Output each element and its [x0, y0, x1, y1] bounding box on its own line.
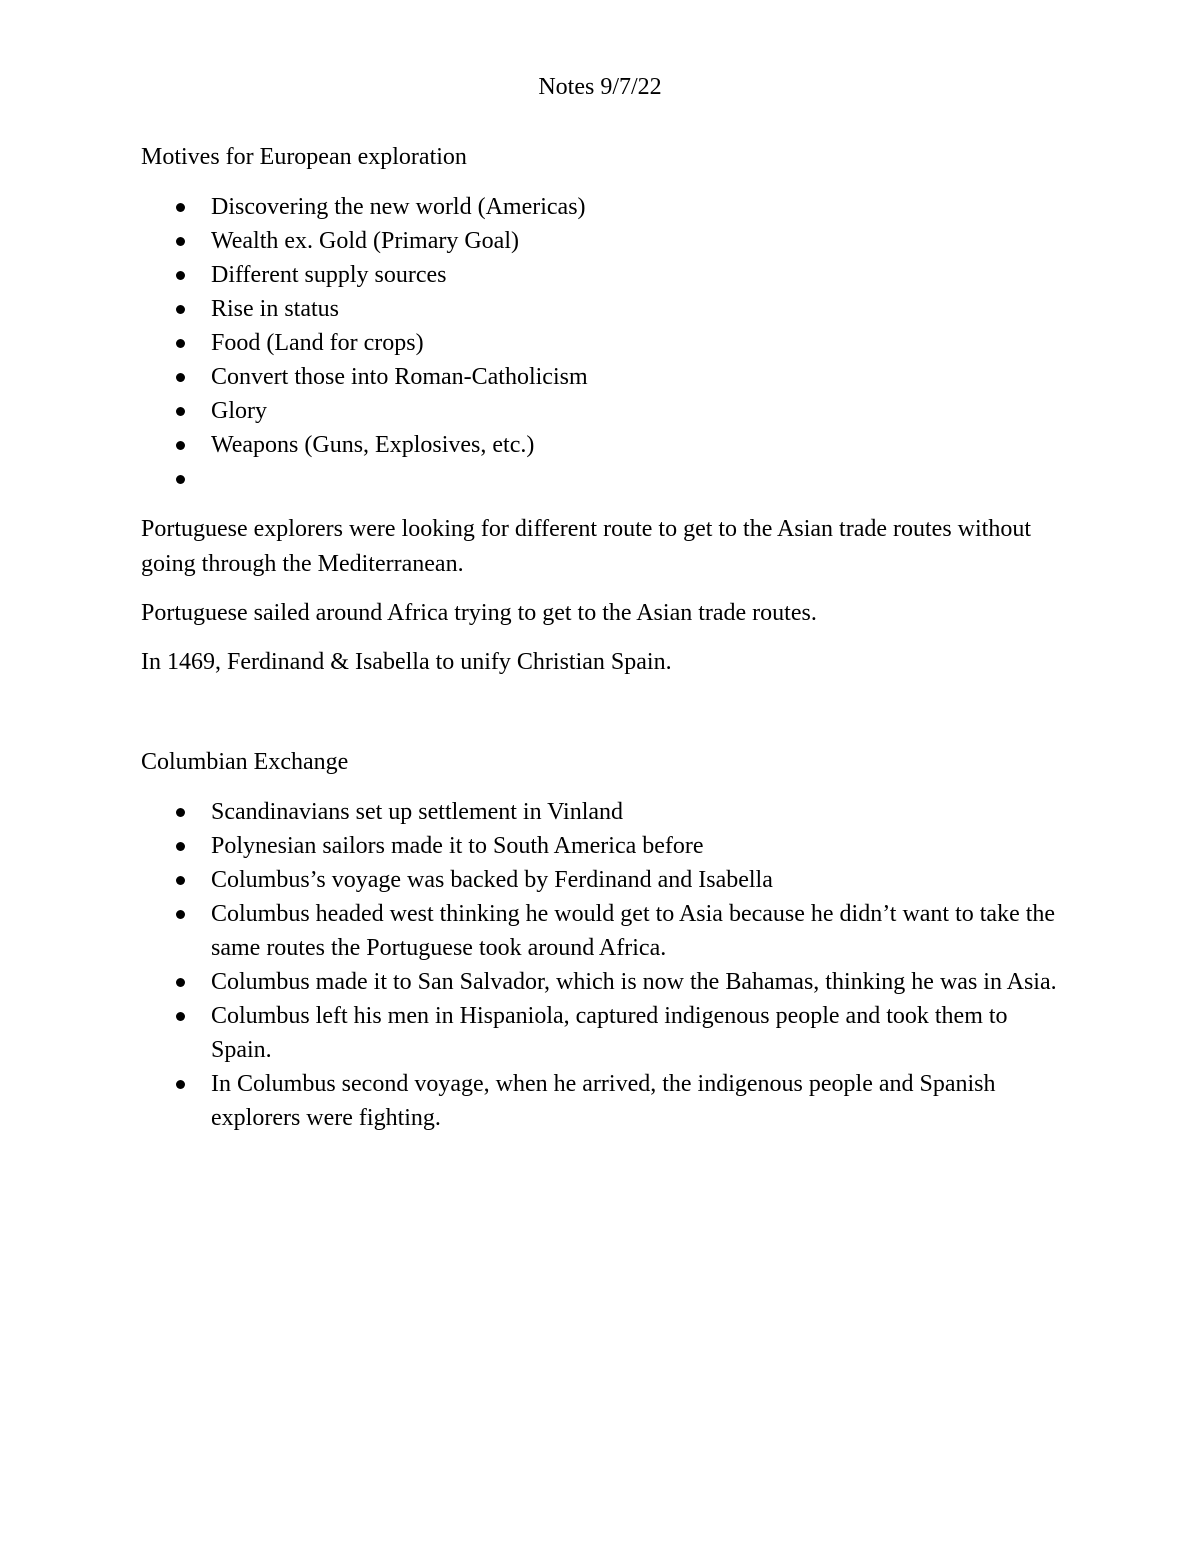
bullet-icon: [176, 441, 185, 450]
bullet-icon: [176, 271, 185, 280]
paragraphs-block: [141, 512, 1061, 694]
list-item-text: Columbus made it to San Salvador, which is now the Bahamas, thinking he was in Asia.: [211, 969, 1057, 995]
list-item: [141, 326, 1061, 360]
bullet-icon: [176, 910, 185, 919]
bullet-icon: [176, 305, 185, 314]
list-item: [141, 292, 1061, 326]
bullet-icon: [176, 808, 185, 817]
section-heading-columbian-exchange: Columbian Exchange: [141, 749, 349, 775]
list-item: [141, 258, 1061, 292]
list-item-text: Columbus left his men in Hispaniola, captured indigenous people and took them to Spain.: [211, 1003, 1008, 1063]
bullet-icon: [176, 1080, 185, 1089]
bullet-icon: [176, 407, 185, 416]
list-item: [141, 965, 1061, 999]
list-item-text: Glory: [211, 398, 267, 424]
list-item: [141, 224, 1061, 258]
list-item-empty: [141, 462, 1061, 496]
list-item-text: Different supply sources: [211, 262, 447, 288]
paragraph: Portuguese explorers were looking for different route to get to the Asian trade routes without going through the Mediterranean.: [141, 516, 1031, 577]
list-item-text: Polynesian sailors made it to South America before: [211, 833, 704, 859]
list-item-text: Rise in status: [211, 296, 340, 322]
list-item-text: Food (Land for crops): [211, 330, 424, 356]
list-item: [141, 795, 1061, 829]
list-item-text: Discovering the new world (Americas): [211, 194, 586, 220]
section-heading-motives: Motives for European exploration: [141, 144, 467, 170]
list-item: [141, 360, 1061, 394]
list-item-text: Scandinavians set up settlement in Vinland: [211, 799, 624, 825]
bullet-icon: [176, 475, 185, 484]
paragraph: In 1469, Ferdinand & Isabella to unify Christian Spain.: [141, 649, 672, 675]
bullet-icon: [176, 842, 185, 851]
list-item: [141, 999, 1061, 1067]
list-item-text: Columbus headed west thinking he would get to Asia because he didn’t want to take the same routes the Portuguese took around Africa.: [211, 901, 1056, 961]
section-motives: [141, 140, 1061, 496]
bullet-icon: [176, 373, 185, 382]
paragraph: Portuguese sailed around Africa trying to get to the Asian trade routes.: [141, 600, 817, 626]
list-item: [141, 1067, 1061, 1135]
list-item-text: Weapons (Guns, Explosives, etc.): [211, 432, 535, 458]
list-item-text: In Columbus second voyage, when he arrived, the indigenous people and Spanish explorers were fighting.: [211, 1071, 996, 1131]
bullet-icon: [176, 203, 185, 212]
list-item: [141, 829, 1061, 863]
bullet-icon: [176, 876, 185, 885]
list-item-text: Wealth ex. Gold (Primary Goal): [211, 228, 519, 254]
list-item: [141, 428, 1061, 462]
list-item-text: Columbus’s voyage was backed by Ferdinand and Isabella: [211, 867, 773, 893]
bullet-icon: [176, 339, 185, 348]
list-item: [141, 863, 1061, 897]
list-item-text: Convert those into Roman-Catholicism: [211, 364, 588, 390]
bullet-icon: [176, 978, 185, 987]
page-title: Notes 9/7/22: [538, 74, 662, 100]
bullet-icon: [176, 1012, 185, 1021]
bullet-icon: [176, 237, 185, 246]
list-item: [141, 190, 1061, 224]
list-item: [141, 394, 1061, 428]
bullet-list-columbian-exchange: [141, 795, 1061, 1135]
bullet-list-motives: [141, 190, 1061, 496]
section-columbian-exchange: [141, 745, 1061, 1135]
list-item: [141, 897, 1061, 965]
